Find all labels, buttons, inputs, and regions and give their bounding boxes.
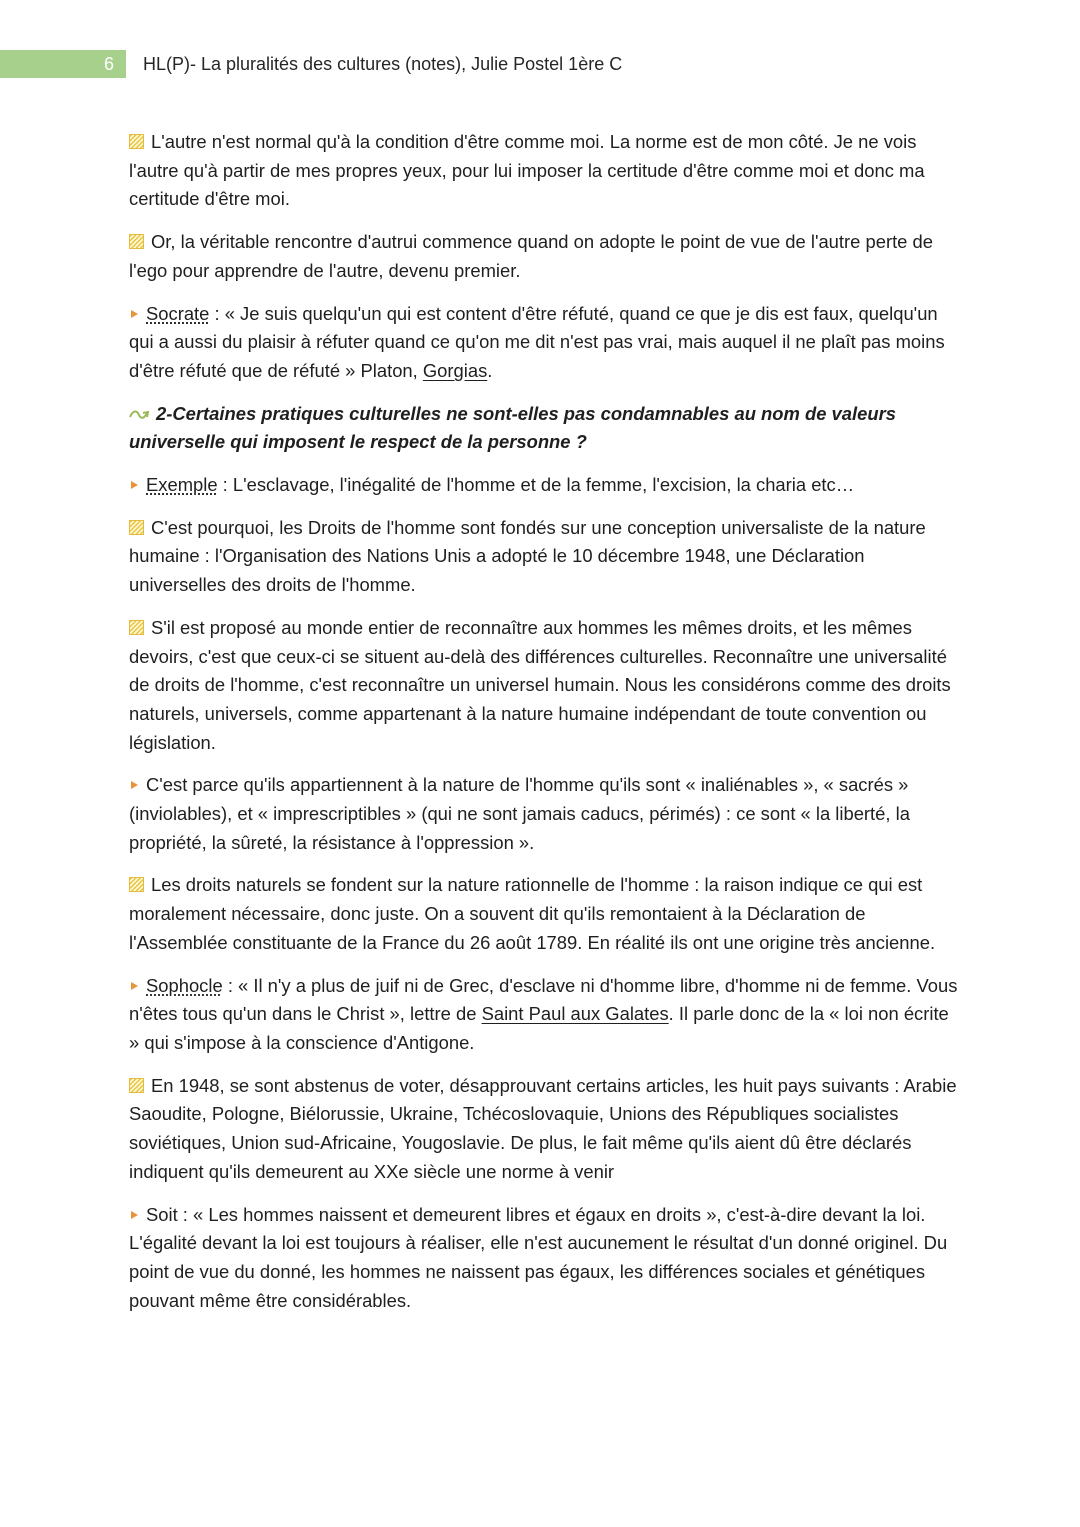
paragraph-8 <box>129 871 959 957</box>
exemple-label: Exemple <box>146 474 218 496</box>
page-number: 6 <box>0 50 126 78</box>
header-title: HL(P)- La pluralités des cultures (notes), Julie Postel 1ère C <box>143 54 623 74</box>
socrate-quote: : « Je suis quelqu'un qui est content d'être réfuté, quand ce que je dis est faux, quelqu'un qui a aussi du plaisir à réfuter quand ce qu'on me dit n'est pas vrai, mais auquel il ne plaît pas moins d'être réfuté que de réfuté » Platon, <box>129 302 945 381</box>
hatched-square-icon <box>129 520 144 535</box>
document-body <box>129 128 959 1329</box>
saint-paul-reference: Saint Paul aux Galates <box>481 1003 669 1025</box>
triangle-bullet-icon <box>131 310 138 318</box>
paragraph-1 <box>129 128 959 214</box>
paragraph-11-text: Soit : « Les hommes naissent et demeurent libres et égaux en droits », c'est-à-dire devant la loi. L'égalité devant la loi est toujours à réaliser, elle n'est aucunement le résultat d'un donné originel. Du point de vue du donné, les hommes ne naissent pas égaux, les différences sociales et génétiques pouvant même être considérables. <box>129 1203 948 1311</box>
hatched-square-icon <box>129 877 144 892</box>
triangle-bullet-icon <box>131 982 138 990</box>
paragraph-10 <box>129 1072 959 1187</box>
paragraph-10-text: En 1948, se sont abstenus de voter, désapprouvant certains articles, les huit pays suivants : Arabie Saoudite, Pologne, Biélorussie, Ukraine, Tchécoslovaquie, Unions des Républiques socialistes soviétiques, Union sud-Africaine, Yougoslavie. De plus, le fait même qu'ils aient dû être déclarés indiquent qu'ils demeurent au XXe siècle une norme à venir <box>129 1074 957 1182</box>
section-question-text: 2-Certaines pratiques culturelles ne sont-elles pas condamnables au nom de valeurs universelle qui imposent le respect de la personne ? <box>129 402 896 453</box>
sophocle-end: . Il parle donc de la « loi non écrite » qui s'impose à la conscience d'Antigone. <box>129 1003 949 1053</box>
hatched-square-icon <box>129 234 144 249</box>
paragraph-6 <box>129 614 959 758</box>
paragraph-11 <box>129 1201 959 1316</box>
socrate-label: Socrate <box>146 302 210 324</box>
paragraph-1-text: L'autre n'est normal qu'à la condition d'être comme moi. La norme est de mon côté. Je ne vois l'autre qu'à partir de mes propres yeux, pour lui imposer la certitude d'être comme moi et donc ma certitude d'être moi. <box>129 131 925 210</box>
triangle-bullet-icon <box>131 1211 138 1219</box>
page-header <box>0 50 1080 78</box>
exemple-text: : L'esclavage, l'inégalité de l'homme et de la femme, l'excision, la charia etc… <box>217 474 855 496</box>
triangle-bullet-icon <box>131 781 138 789</box>
hatched-square-icon <box>129 1078 144 1093</box>
socrate-end: . <box>487 359 493 381</box>
triangle-bullet-icon <box>131 481 138 489</box>
paragraph-5 <box>129 514 959 600</box>
gorgias-reference: Gorgias <box>422 359 488 381</box>
sophocle-label: Sophocle <box>146 974 223 996</box>
paragraph-8-text: Les droits naturels se fondent sur la nature rationnelle de l'homme : la raison indique ce qui est moralement nécessaire, donc juste. On a souvent dit qu'ils remontaient à la Déclaration de l'Assemblée constituante de la France du 26 août 1789. En réalité ils ont une origine très ancienne. <box>129 874 936 953</box>
paragraph-exemple <box>129 471 959 500</box>
paragraph-2 <box>129 228 959 285</box>
hatched-square-icon <box>129 134 144 149</box>
paragraph-7-text: C'est parce qu'ils appartiennent à la nature de l'homme qu'ils sont « inaliénables », « sacrés » (inviolables), et « imprescriptibles » (qui ne sont jamais caducs, périmés) : ce sont « la liberté, la propriété, la sûreté, la résistance à l'oppression ». <box>129 774 910 853</box>
hatched-square-icon <box>129 620 144 635</box>
paragraph-7 <box>129 771 959 857</box>
paragraph-5-text: C'est pourquoi, les Droits de l'homme sont fondés sur une conception universaliste de la nature humaine : l'Organisation des Nations Unis a adopté le 10 décembre 1948, une Déclaration universelles des droits de l'homme. <box>129 516 926 596</box>
section-question <box>129 400 959 457</box>
paragraph-sophocle <box>129 972 959 1058</box>
sophocle-quote: : « Il n'y a plus de juif ni de Grec, d'esclave ni d'homme libre, d'homme ni de femme. Vous n'êtes tous qu'un dans le Christ », lettre de <box>129 974 958 1025</box>
paragraph-2-text: Or, la véritable rencontre d'autrui commence quand on adopte le point de vue de l'autre perte de l'ego pour apprendre de l'autre, devenu premier. <box>129 231 933 281</box>
curved-arrow-icon <box>129 407 151 421</box>
paragraph-6-text: S'il est proposé au monde entier de reconnaître aux hommes les mêmes droits, et les mêmes devoirs, c'est que ceux-ci se situent au-delà des différences culturelles. Reconnaître une universalité de droits de l'homme, c'est reconnaître un universel humain. Nous les considérons comme des droits naturels, universels, comme appartenant à la nature humaine indépendant de toute convention ou législation. <box>129 616 951 753</box>
paragraph-socrate <box>129 300 959 386</box>
